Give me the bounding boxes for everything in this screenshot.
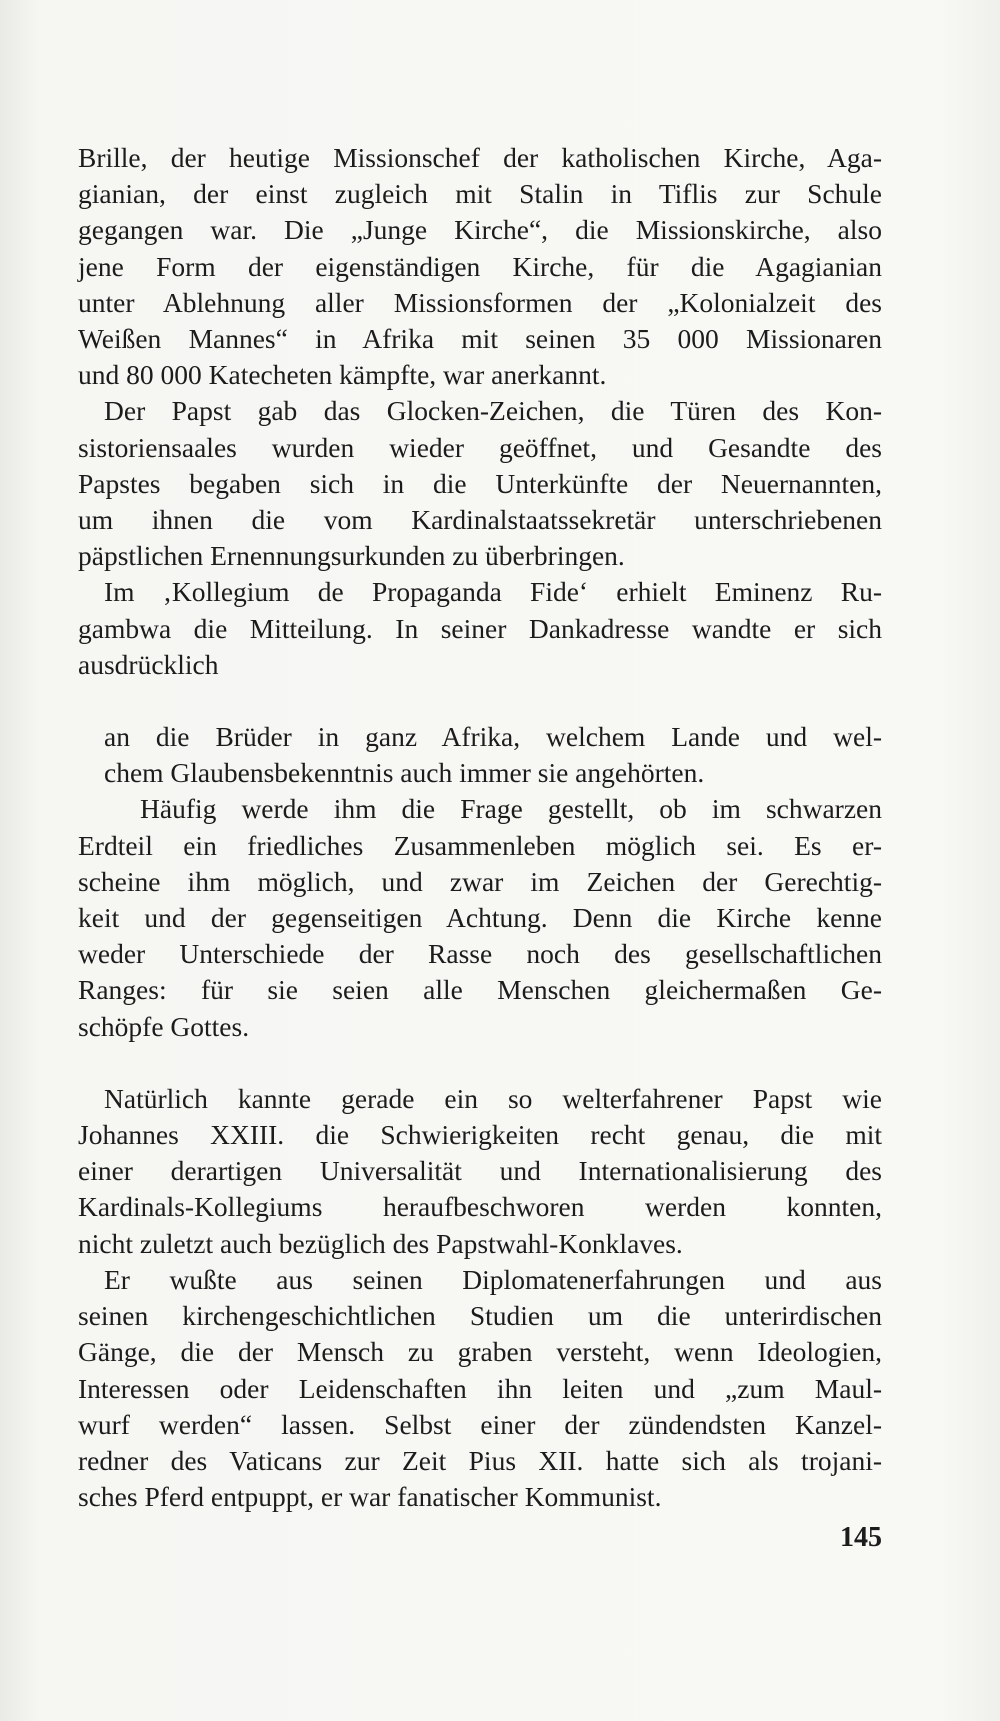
text-line: Kardinals-Kollegiums heraufbeschworen werden konnten,: [78, 1191, 882, 1223]
text-line: keit und der gegenseitigen Achtung. Denn die Kirche kenne: [78, 902, 882, 934]
paragraph-7: [78, 1262, 882, 1515]
paragraph-spacer: [78, 683, 882, 719]
text-line: und 80 000 Katecheten kämpfte, war anerkannt.: [78, 359, 607, 391]
text-line: gegangen war. Die „Junge Kirche“, die Missionskirche, also: [78, 214, 882, 246]
text-line: päpstlichen Ernennungsurkunden zu überbringen.: [78, 540, 625, 572]
body-text: [78, 140, 882, 1515]
text-line: Papstes begaben sich in die Unterkünfte der Neuernannten,: [78, 467, 882, 499]
text-line: scheine ihm möglich, und zwar im Zeichen der Gerechtig-: [78, 865, 882, 897]
text-line: Johannes XXIII. die Schwierigkeiten recht genau, die mit: [78, 1119, 882, 1151]
paragraph-5: [78, 791, 882, 1044]
text-line: Natürlich kannte gerade ein so welterfahrener Papst wie: [104, 1082, 882, 1114]
text-line: Weißen Mannes“ in Afrika mit seinen 35 000 Missionaren: [78, 323, 882, 355]
text-line: seinen kirchengeschichtlichen Studien um die unterirdischen: [78, 1300, 882, 1332]
paragraph-4: [78, 719, 882, 791]
text-line: wurf werden“ lassen. Selbst einer der zündendsten Kanzel-: [78, 1408, 882, 1440]
page-number: 145: [840, 1522, 882, 1553]
text-line: gambwa die Mitteilung. In seiner Dankadresse wandte er sich: [78, 612, 882, 644]
text-line: sistoriensaales wurden wieder geöffnet, und Gesandte des: [78, 431, 882, 463]
text-line: gianian, der einst zugleich mit Stalin in Tiflis zur Schule: [78, 178, 882, 210]
text-line: Er wußte aus seinen Diplomatenerfahrungen und aus: [104, 1263, 882, 1295]
text-line: Erdteil ein friedliches Zusammenleben möglich sei. Es er-: [78, 829, 882, 861]
text-line: redner des Vaticans zur Zeit Pius XII. hatte sich als trojani-: [78, 1444, 882, 1476]
paragraph-1: [78, 140, 882, 393]
text-line: an die Brüder in ganz Afrika, welchem Lande und wel-: [104, 721, 882, 753]
text-line: jene Form der eigenständigen Kirche, für die Agagianian: [78, 250, 882, 282]
text-line: Ranges: für sie seien alle Menschen gleichermaßen Ge-: [78, 974, 882, 1006]
text-line: Im ‚Kollegium de Propaganda Fide‘ erhielt Eminenz Ru-: [104, 576, 882, 608]
text-line: nicht zuletzt auch bezüglich des Papstwahl-Konklaves.: [78, 1227, 683, 1259]
text-line: unter Ablehnung aller Missionsformen der „Kolonialzeit des: [78, 286, 882, 318]
text-line: Der Papst gab das Glocken-Zeichen, die Türen des Kon-: [104, 395, 882, 427]
text-line: ausdrücklich: [78, 648, 219, 680]
text-line: Interessen oder Leidenschaften ihn leiten und „zum Maul-: [78, 1372, 882, 1404]
text-line: um ihnen die vom Kardinalstaatssekretär unterschriebenen: [78, 504, 882, 536]
text-line: sches Pferd entpuppt, er war fanatischer Kommunist.: [78, 1481, 662, 1513]
text-line: Gänge, die der Mensch zu graben versteht, wenn Ideologien,: [78, 1336, 882, 1368]
text-line: einer derartigen Universalität und Internationalisierung des: [78, 1155, 882, 1187]
paragraph-3: [78, 574, 882, 683]
text-line: Brille, der heutige Missionschef der katholischen Kirche, Aga-: [78, 142, 882, 173]
text-line: schöpfe Gottes.: [78, 1010, 250, 1042]
paragraph-6: [78, 1081, 882, 1262]
section-spacer: [78, 1045, 882, 1081]
text-line: Häufig werde ihm die Frage gestellt, ob im schwarzen: [140, 793, 882, 825]
text-line: weder Unterschiede der Rasse noch des gesellschaftlichen: [78, 938, 882, 970]
text-line: chem Glaubensbekenntnis auch immer sie angehörten.: [104, 757, 705, 789]
paragraph-2: [78, 393, 882, 574]
